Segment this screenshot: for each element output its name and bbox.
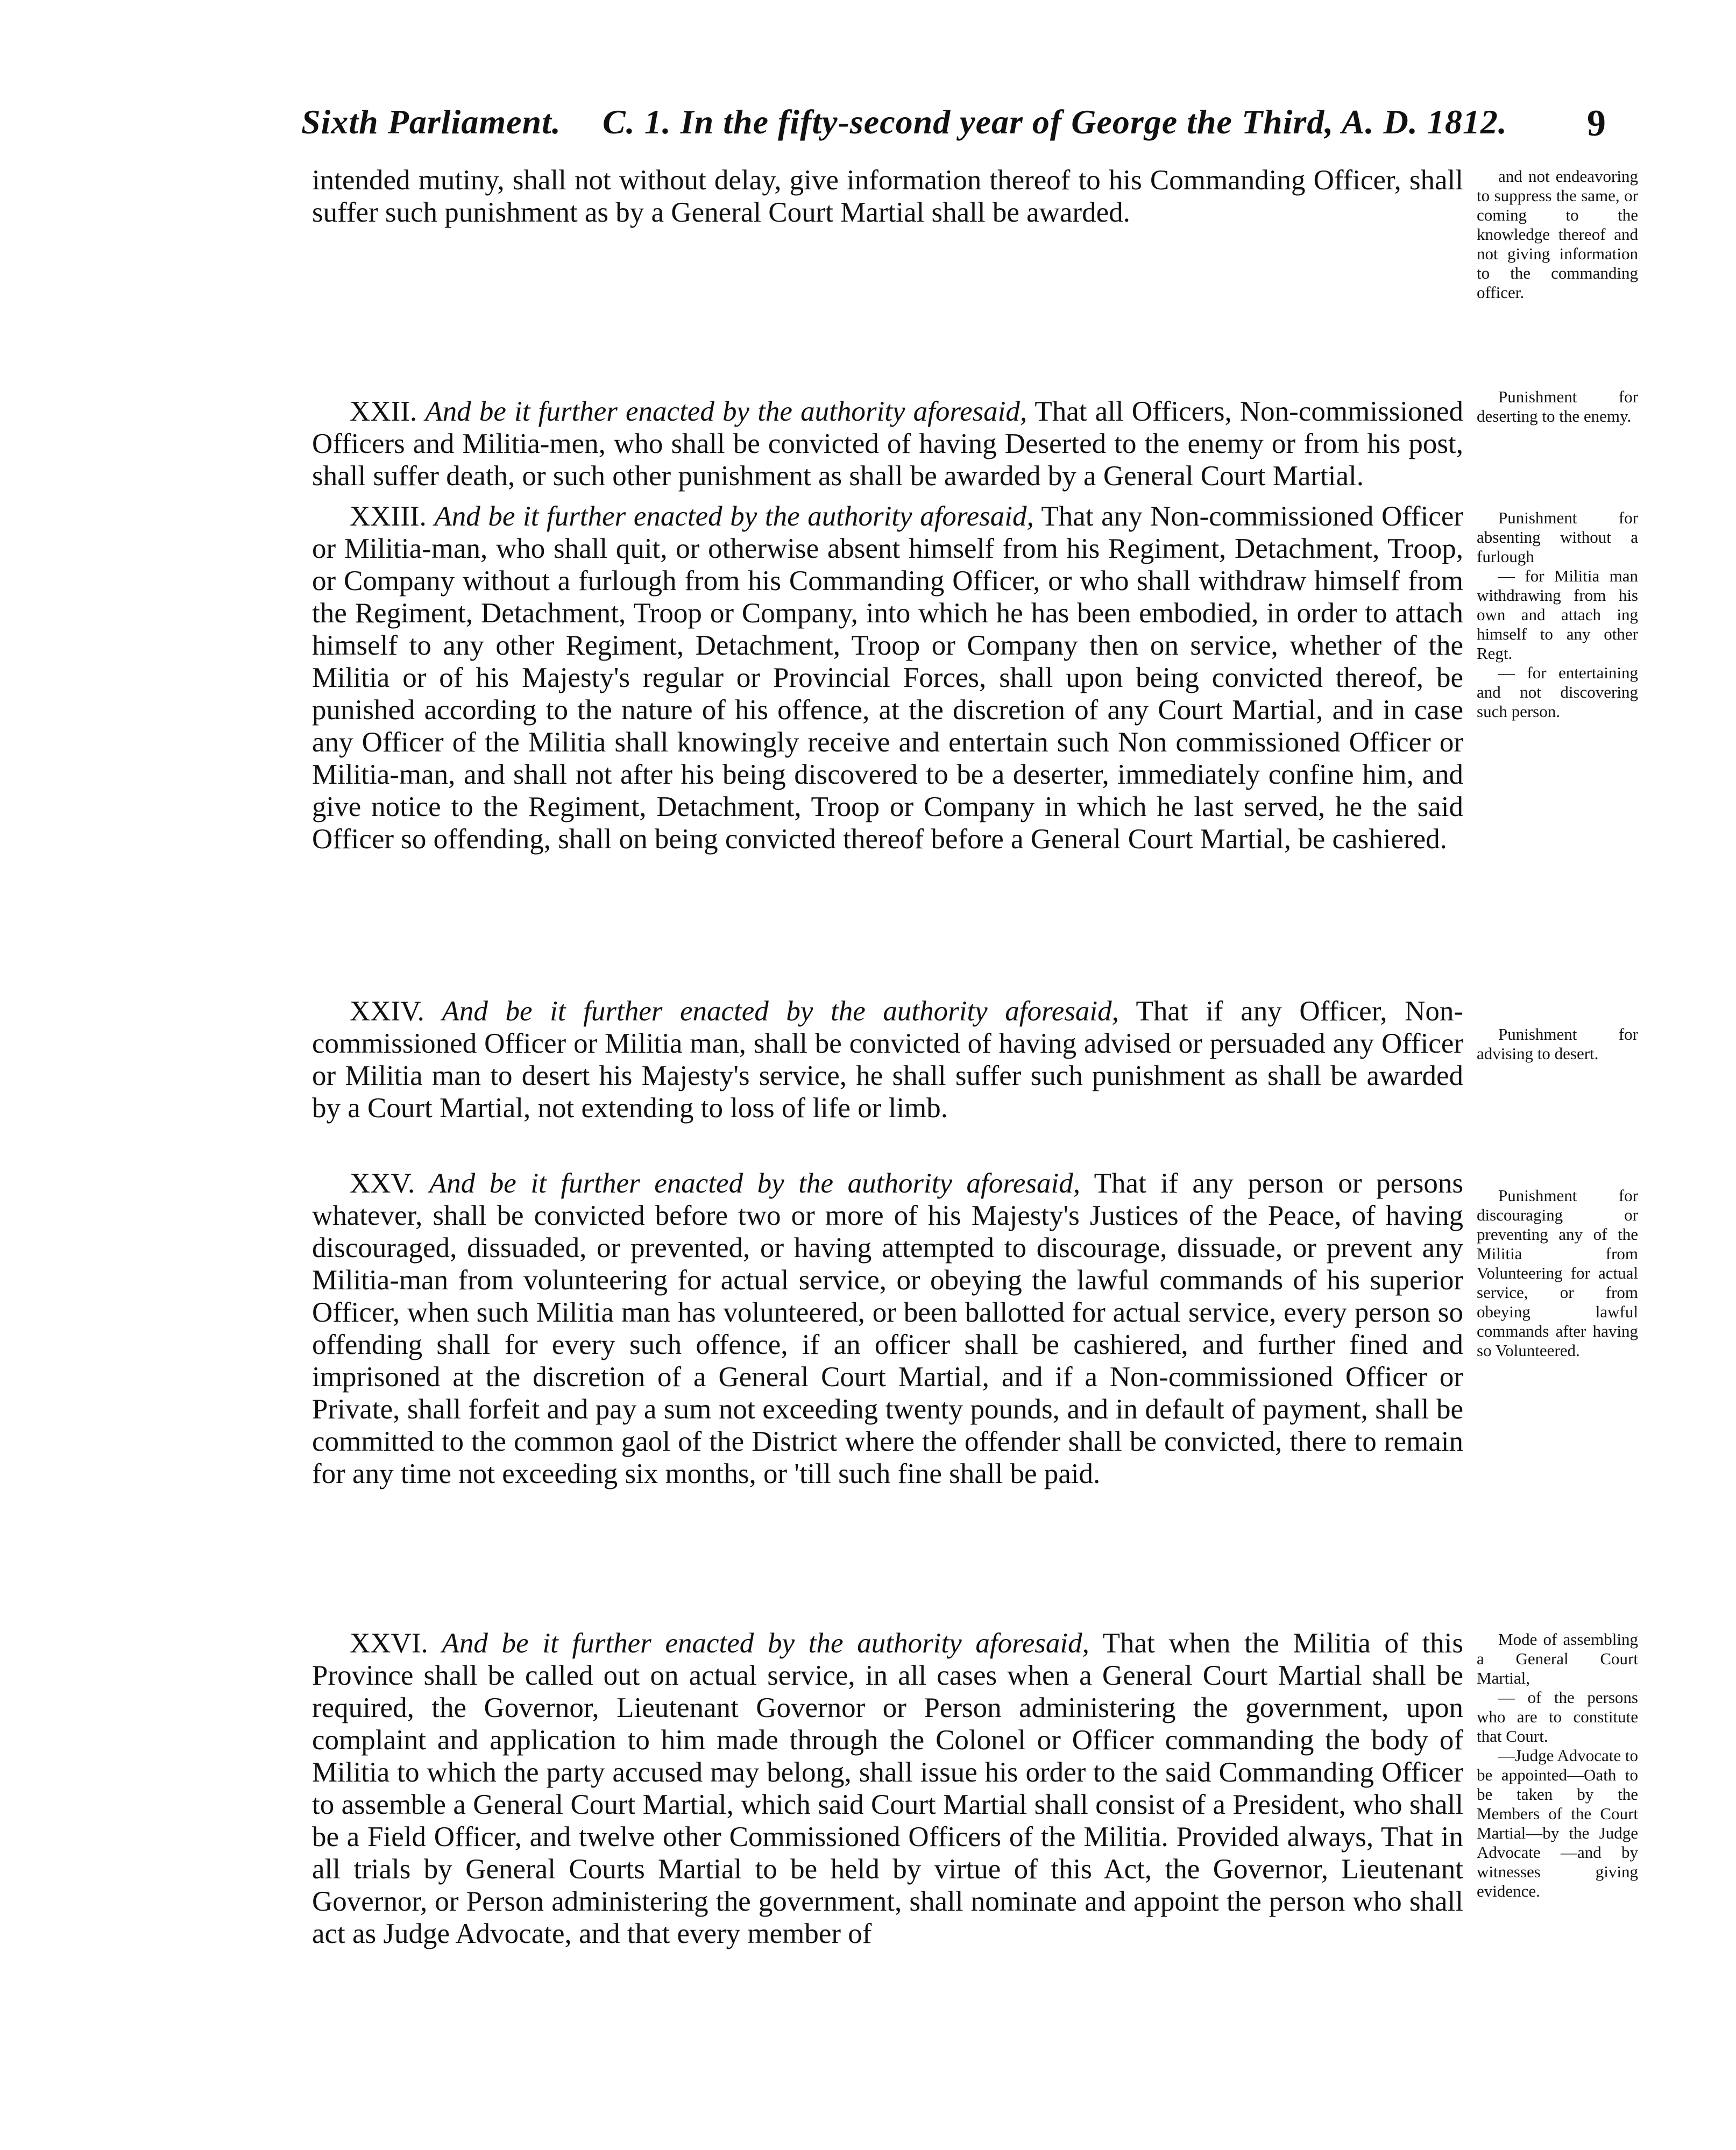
margin-note-4 xyxy=(1477,1186,1638,1360)
section-xxiii xyxy=(312,500,1463,855)
running-head xyxy=(301,102,1625,156)
margin-note-1 xyxy=(1477,387,1638,426)
page-number: 9 xyxy=(1587,103,1606,144)
margin-note-text: Punishment for advising to desert. xyxy=(1477,1025,1638,1063)
paragraph-continuation xyxy=(312,164,1463,229)
section-text: That all Officers, Non-commissioned Officers and Militia-men, who shall be convicted of having Deserted to the enemy or from his post, shall suffer death, or such other punishment as shall be awarded by a General Court Martial. xyxy=(312,396,1463,492)
section-xxii xyxy=(312,395,1463,492)
section-xxiv xyxy=(312,995,1463,1124)
running-head-left: Sixth Parliament. xyxy=(301,103,561,141)
margin-note-text: and not endeavoring to suppress the same, or coming to the knowledge thereof and not giving information to the commanding officer. xyxy=(1477,167,1638,302)
margin-note-text: Punishment for deserting to the enemy. xyxy=(1477,387,1638,425)
margin-note-text: —Judge Advocate to be appointed—Oath to be taken by the Members of the Court Martial—by the Judge Advocate —and by witnesses giving evidence. xyxy=(1477,1746,1639,1900)
section-text: That if any Officer, Non-commissioned Officer or Militia man, shall be convicted of having advised or persuaded any Officer or Militia man to desert his Majesty's service, he shall suffer such punishment as shall be awarded by a Court Martial, not extending to loss of life or limb. xyxy=(312,996,1464,1124)
margin-note-text: — for entertaining and not discovering such person. xyxy=(1477,663,1638,721)
section-number: XXIV. xyxy=(350,996,424,1027)
margin-note-3 xyxy=(1477,1025,1638,1063)
section-text: That any Non-commissioned Officer or Militia-man, who shall quit, or otherwise absent himself from his Regiment, Detachment, Troop, or Company without a furlough from his Commanding Officer, or who shall withdraw himself from the Regiment, Detachment, Troop or Company, into which he has been embodied, in order to attach himself to any other Regiment, Detachment, Troop or Company then on service, whether of the Militia or of his Majesty's regular or Provincial Forces, shall upon being convicted thereof, be punished according to the nature of his offence, at the discretion of any Court Martial, and in case any Officer of the Militia shall knowingly receive and entertain such Non commissioned Officer or Militia-man, and shall not after his being discovered to be a deserter, immediately confine him, and give notice to the Regiment, Detachment, Troop or Company in which he last served, he the said Officer so offending, shall on being convicted thereof before a General Court Martial, be cashiered. xyxy=(312,501,1463,855)
section-text: That if any person or persons whatever, shall be convicted before two or more of his Majesty's Justices of the Peace, of having discouraged, dissuaded, or prevented, or having attempted to discourage, dissuade, or prevent any Militia-man from volunteering for actual service, or obeying the lawful commands of his superior Officer, when such Militia man has volunteered, or been ballotted for actual service, every person so offending shall for every such offence, if an officer shall be cashiered, and further fined and imprisoned at the discretion of a General Court Martial, and if a Non-commissioned Officer or Private, shall forfeit and pay a sum not exceeding twenty pounds, and in default of payment, shall be committed to the common gaol of the District where the offender shall be convicted, there to remain for any time not exceeding six months, or 'till such fine shall be paid. xyxy=(312,1168,1464,1489)
text-block-xxv xyxy=(312,1167,1463,1490)
margin-note-0 xyxy=(1477,167,1638,302)
margin-note-text: — of the persons who are to constitute that Court. xyxy=(1477,1688,1638,1745)
enacting-clause: And be it further enacted by the authority aforesaid, xyxy=(442,1628,1089,1659)
margin-note-text: Punishment for absenting without a furlough xyxy=(1477,508,1638,566)
section-text: That when the Militia of this Province shall be called out on actual service, in all cases when a General Court Martial shall be required, the Governor, Lieutenant Governor or Person administering the government, upon complaint and application to him made through the Colonel or Officer commanding the body of Militia to which the party accused may belong, shall issue his order to the said Commanding Officer to assemble a General Court Martial, which said Court Martial shall consist of a President, who shall be a Field Officer, and twelve other Commissioned Officers of the Militia. Provided always, That in all trials by General Courts Martial to be held by virtue of this Act, the Governor, Lieutenant Governor, or Person administering the government, shall nominate and appoint the person who shall act as Judge Advocate, and that every member of xyxy=(312,1628,1464,1949)
section-number: XXII. xyxy=(350,396,417,427)
margin-note-5 xyxy=(1477,1630,1638,1901)
enacting-clause: And be it further enacted by the authority aforesaid, xyxy=(434,501,1034,532)
enacting-clause: And be it further enacted by the authority aforesaid, xyxy=(425,396,1028,427)
paragraph-text: intended mutiny, shall not without delay, give information thereof to his Commanding Officer, shall suffer such punishment as by a General Court Martial shall be awarded. xyxy=(312,165,1463,228)
text-block-xxvi xyxy=(312,1627,1463,1950)
text-block-xxii xyxy=(312,395,1463,492)
enacting-clause: And be it further enacted by the authority aforesaid, xyxy=(429,1168,1081,1199)
text-block-xxiii xyxy=(312,500,1463,855)
section-xxv xyxy=(312,1167,1463,1490)
section-number: XXIII. xyxy=(350,501,427,532)
margin-note-text: — for Militia man withdrawing from his own and attach ing himself to any other Regt. xyxy=(1477,566,1638,663)
text-block-continuation xyxy=(312,164,1463,229)
margin-note-2 xyxy=(1477,508,1638,721)
section-xxvi xyxy=(312,1627,1463,1950)
text-block-xxiv xyxy=(312,995,1463,1124)
section-number: XXVI. xyxy=(350,1628,428,1659)
running-head-center: C. 1. In the fifty-second year of George the Third, A. D. 1812. xyxy=(603,103,1507,141)
margin-note-text: Punishment for discouraging or preventing any of the Militia from Volunteering for actual service, or from obeying lawful commands after having so Volunteered. xyxy=(1477,1186,1638,1360)
enacting-clause: And be it further enacted by the authority aforesaid, xyxy=(442,996,1119,1027)
section-number: XXV. xyxy=(350,1168,415,1199)
margin-note-text: Mode of assembling a General Court Martial, xyxy=(1477,1630,1638,1687)
